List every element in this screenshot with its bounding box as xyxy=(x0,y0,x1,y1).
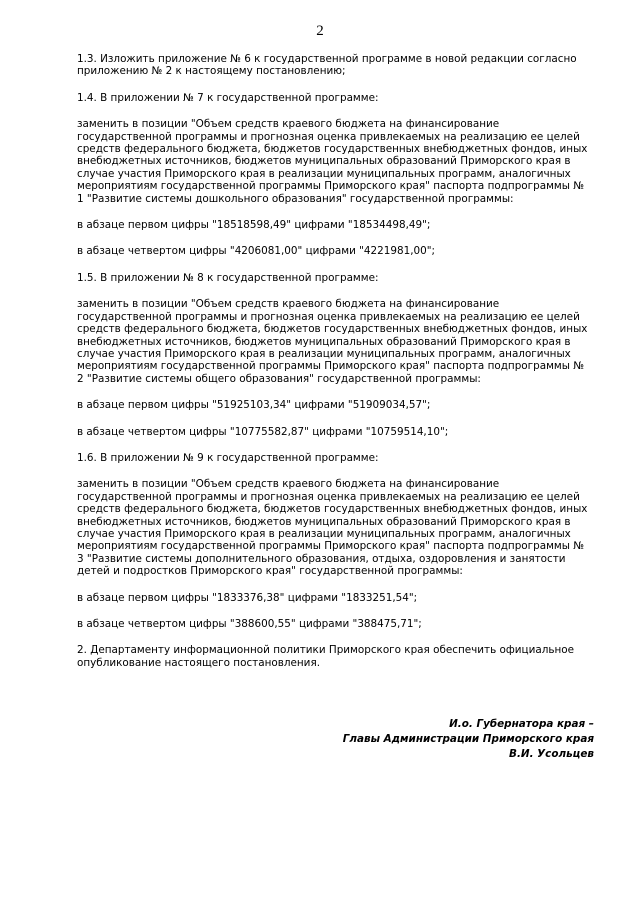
signature-name: В.И. Усольцев xyxy=(509,748,594,760)
paragraph xyxy=(77,399,597,411)
text-line: 1.6. В приложении № 9 к государственной программе: xyxy=(77,451,379,464)
text-line: детей и подростков Приморского края" государственной программы: xyxy=(77,565,463,578)
text-line: 1.5. В приложении № 8 к государственной программе: xyxy=(77,271,379,284)
text-line: приложению № 2 к настоящему постановлению; xyxy=(77,65,346,78)
text-line: в абзаце четвертом цифры "388600,55" цифрами "388475,71"; xyxy=(77,618,422,630)
paragraph xyxy=(77,592,597,604)
text-line: средств федерального бюджета, бюджетов государственных внебюджетных фондов, иных xyxy=(77,503,588,516)
text-line: 3 "Развитие системы дополнительного образования, отдыха, оздоровления и занятости xyxy=(77,552,566,565)
signature-position: Главы Администрации Приморского края xyxy=(342,733,594,745)
page-number: 2 xyxy=(316,23,324,39)
text-line: внебюджетных источников, бюджетов муниципальных образований Приморского края в xyxy=(77,335,571,348)
text-line: внебюджетных источников, бюджетов муниципальных образований Приморского края в xyxy=(77,155,571,168)
paragraph xyxy=(77,478,597,577)
text-line: средств федерального бюджета, бюджетов государственных внебюджетных фондов, иных xyxy=(77,143,588,156)
text-line: 1.4. В приложении № 7 к государственной программе: xyxy=(77,91,379,104)
text-line: 1 "Развитие системы дошкольного образования" государственной программы: xyxy=(77,192,514,205)
text-line: случае участия Приморского края в реализации муниципальных программ, аналогичных xyxy=(77,167,571,180)
document-body xyxy=(77,53,597,669)
paragraph xyxy=(77,426,597,438)
text-line: в абзаце первом цифры "1833376,38" цифрами "1833251,54"; xyxy=(77,591,418,604)
paragraph xyxy=(77,644,597,669)
text-line: 1.3. Изложить приложение № 6 к государственной программе в новой редакции согласно xyxy=(77,53,577,65)
text-line: государственной программы и прогнозная оценка привлекаемых на реализацию ее целей xyxy=(77,490,580,503)
paragraph xyxy=(77,618,597,630)
paragraph xyxy=(77,219,597,231)
text-line: в абзаце первом цифры "51925103,34" цифрами "51909034,57"; xyxy=(77,399,431,412)
text-line: заменить в позиции "Объем средств краевого бюджета на финансирование xyxy=(77,478,500,491)
text-line: внебюджетных источников, бюджетов муниципальных образований Приморского края в xyxy=(77,515,571,528)
paragraph xyxy=(77,272,597,284)
text-line: мероприятиям государственной программы Приморского края" паспорта подпрограммы № xyxy=(77,540,585,553)
text-line: опубликование настоящего постановления. xyxy=(77,656,320,669)
paragraph xyxy=(77,452,597,464)
text-line: случае участия Приморского края в реализации муниципальных программ, аналогичных xyxy=(77,347,571,360)
text-line: в абзаце четвертом цифры "4206081,00" цифрами "4221981,00"; xyxy=(77,245,436,258)
text-line: мероприятиям государственной программы Приморского края" паспорта подпрограммы № xyxy=(77,360,585,373)
paragraph xyxy=(77,53,597,78)
text-line: случае участия Приморского края в реализации муниципальных программ, аналогичных xyxy=(77,527,571,540)
paragraph xyxy=(77,298,597,385)
text-line: государственной программы и прогнозная оценка привлекаемых на реализацию ее целей xyxy=(77,130,580,143)
paragraph xyxy=(77,245,597,257)
text-line: 2. Департаменту информационной политики Приморского края обеспечить официальное xyxy=(77,644,575,657)
text-line: мероприятиям государственной программы Приморского края" паспорта подпрограммы № xyxy=(77,180,585,193)
paragraph xyxy=(77,118,597,205)
paragraph xyxy=(77,92,597,104)
signature-title: И.о. Губернатора края – xyxy=(449,718,594,730)
text-line: в абзаце четвертом цифры "10775582,87" цифрами "10759514,10"; xyxy=(77,425,449,438)
text-line: государственной программы и прогнозная оценка привлекаемых на реализацию ее целей xyxy=(77,310,580,323)
text-line: средств федерального бюджета, бюджетов государственных внебюджетных фондов, иных xyxy=(77,323,588,336)
signature-block xyxy=(343,717,594,762)
text-line: заменить в позиции "Объем средств краевого бюджета на финансирование xyxy=(77,298,500,311)
text-line: заменить в позиции "Объем средств краевого бюджета на финансирование xyxy=(77,118,500,131)
text-line: в абзаце первом цифры "18518598,49" цифрами "18534498,49"; xyxy=(77,219,431,232)
text-line: 2 "Развитие системы общего образования" государственной программы: xyxy=(77,372,481,385)
